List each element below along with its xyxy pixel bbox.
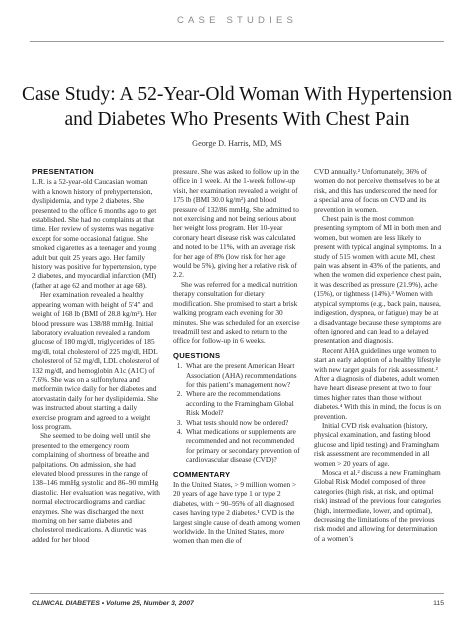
paragraph: CVD annually.² Unfortunately, 36% of women do not perceive themselves to be at risk, and this has underscored the need for a special area of focus on CVD and its prevention in women.	[314, 167, 440, 214]
questions-list	[173, 361, 301, 464]
paragraph: Initial CVD risk evaluation (history, physical examination, and fasting blood glucose and lipid testing) and Framingham risk assessment are recommended in all women > 20 years of age.	[314, 420, 440, 468]
article-title	[20, 82, 454, 132]
question-item: 4. What medications or supplements are recommended and not recommended for primary or secondary prevention of cardiovascular disease (CVD)?	[184, 427, 301, 465]
bottom-rule	[30, 593, 444, 594]
questions-heading: QUESTIONS	[173, 350, 221, 360]
paragraph: Mosca et al.² discuss a new Framingham Global Risk Model composed of three categories (high risk, at risk, and optimal risk) instead of the previous four categories (high, intermediate, lower, and optimal), decreasing the limitations of the previous risk model and allowing for determination of a women’s	[314, 468, 441, 543]
paragraph: pressure. She was asked to follow up in the office in 1 week. At the 1-week follow-up visit, her examination revealed a weight of 175 lb (BMI 30.0 kg/m²) and blood pressure of 132/86 mmHg. She admitted to not exercising and not being serious about her weight loss program. Her 10-year coronary heart disease risk was calculated and noted to be 11%, with an average risk for her age of 8% (low risk for her age would be 5%), giving her a relative risk of 2.2.	[173, 167, 300, 280]
paragraph: In the United States, > 9 million women > 20 years of age have type 1 or type 2 diabetes, with ~ 90–95% of all diagnosed cases having type 2 diabetes.¹ CVD is the largest single cause of death among women worldwide. In the United States, more women than men die of	[173, 480, 301, 546]
paragraph: Chest pain is the most common presenting symptom of MI in both men and women, but women are less likely to present with typical anginal symptoms. In a study of 515 women with acute MI, chest pain was absent in 43% of the patients, and when the women did experience chest pain, it was described as pressure (21.9%), ache (15%), or tightness (14%).³ Women with atypical symptoms (e.g., back pain, nausea, indigestion, dyspnea, or fatigue) may be at a disadvantage because these symptoms are often ignored and can lead to a delayed presentation and diagnosis.	[314, 214, 442, 346]
journal-footer: CLINICAL DIABETES • Volume 25, Number 3, 2007	[32, 600, 194, 607]
column-1	[32, 167, 160, 544]
column-2	[173, 167, 301, 546]
series-header: CASE STUDIES	[176, 15, 298, 26]
presentation-heading: PRESENTATION	[32, 167, 94, 176]
question-item: 1. What are the present American Heart Association (AHA) recommendations for this patient’s management now?	[184, 361, 301, 389]
page-number: 115	[433, 600, 444, 607]
author-line: George D. Harris, MD, MS	[192, 139, 282, 148]
paragraph: Recent AHA guidelines urge women to start an early adoption of a healthy lifestyle with new target goals for risk assessment.² After a diagnosis of diabetes, adult women have heart disease present at two to four times higher rates than those without diabetes.⁴ With this in mind, the focus is on prevention.	[314, 345, 441, 421]
commentary-heading: COMMENTARY	[173, 469, 231, 479]
column-3	[314, 167, 442, 543]
title-line-2: and Diabetes Who Presents With Chest Pain	[64, 109, 410, 130]
top-rule	[30, 41, 444, 42]
paragraph: She seemed to be doing well until she presented to the emergency room complaining of shortness of breathe and palpitations. On admission, she had elevated blood pressures in the range of 138–146 mmHg systolic and 86–90 mmHg diastolic. Her evaluation was negative, with normal electrocardiograms and cardiac enzymes. She was discharged the next morning on her same diabetes and cholesterol medications. A diuretic was added for her blood	[32, 431, 160, 544]
title-line-1: Case Study: A 52-Year-Old Woman With Hypertension	[21, 84, 453, 105]
paragraph: She was referred for a medical nutrition therapy consultation for dietary modification. She promised to start a brisk walking program each evening for 30 minutes. She was scheduled for an exercise treadmill test and asked to return to the office for follow-up in 6 weeks.	[173, 279, 300, 346]
question-item: 2. Where are the recommendations according to the Framingham Global Risk Model?	[184, 389, 301, 417]
paragraph: L.R. is a 52-year-old Caucasian woman with a known history of prehypertension, dyslipidemia, and type 2 diabetes. She presented to the office 6 months ago to get established. She had no complaints at that time. Her review of systems was negative except for some occasional fatigue. She smoked cigarettes as a teenager and young adult but quit 25 years ago. Her family history was positive for hypertension, type 2 diabetes, and myocardial infarction (MI) (father at age 62 and mother at age 68).	[32, 177, 157, 290]
question-item: 3. What tests should now be ordered?	[184, 418, 301, 427]
paragraph: Her examination revealed a healthy appearing woman with height of 5′4″ and weight of 168 lb (BMI of 28.8 kg/m²). Her blood pressure was 138/88 mmHg. Initial laboratory evaluation revealed a random glucose of 180 mg/dl, triglycerides of 185 mg/dl, total cholesterol of 225 mg/dl, HDL cholesterol of 52 mg/dl, LDL cholesterol of 132 mg/dl, and hemoglobin A1c (A1C) of 7.6%. She was on a sulfonylurea and metformin twice daily for her diabetes and atorvastatin daily for her dyslipidemia. She was instructed about starting a daily exercise program and agreed to a weight loss program.	[32, 290, 160, 431]
